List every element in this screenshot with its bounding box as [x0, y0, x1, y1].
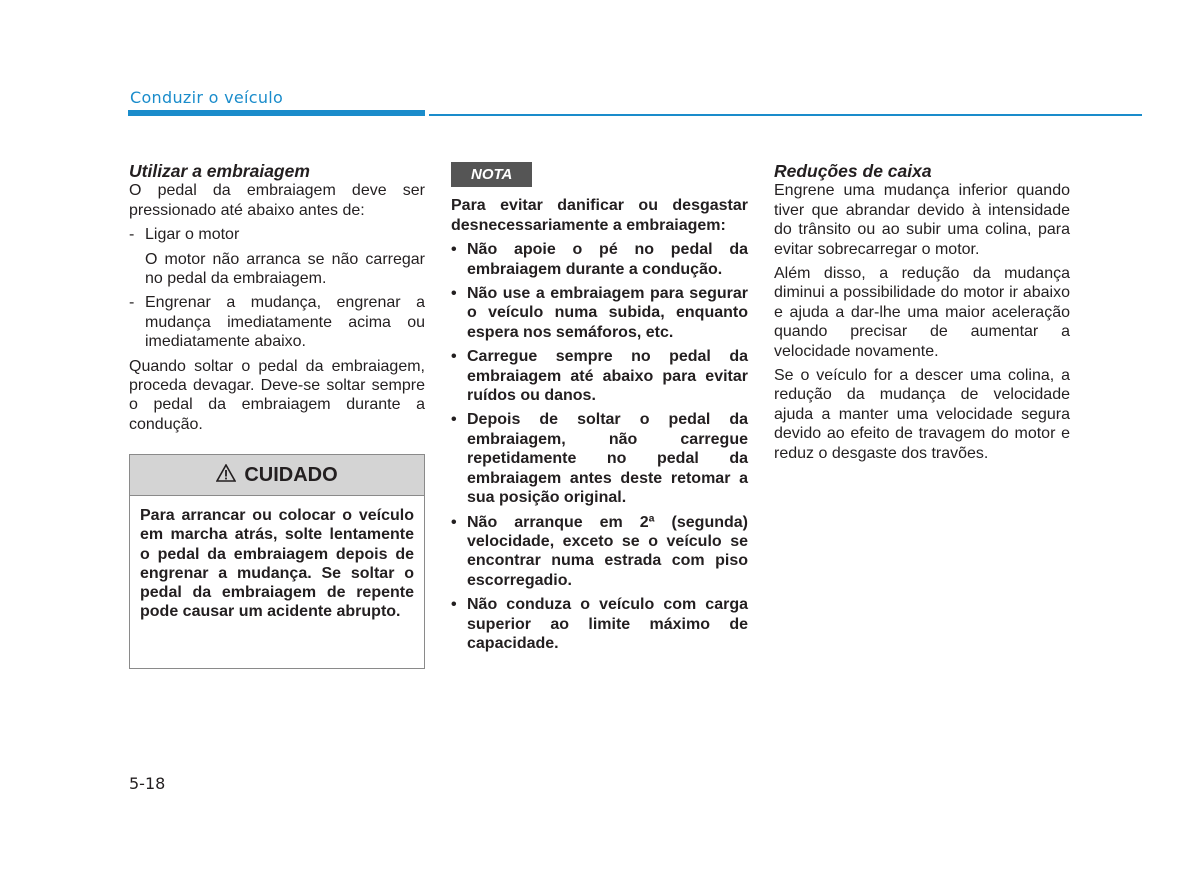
downshift-paragraph-2: Além disso, a redução da mudança diminui a possibilidade do motor ir abaixo e ajuda a dar-lhe uma maior aceleração quando precisar de aumentar a velocidade novamente.: [774, 265, 1070, 360]
bullet-marker: •: [451, 513, 457, 531]
middle-column: [451, 162, 748, 653]
bullet-marker: •: [451, 241, 457, 259]
bullet-marker: •: [451, 411, 457, 429]
bullet-marker: •: [451, 285, 457, 303]
list-item-subtext: O motor não arranca se não carregar no pedal da embraiagem.: [145, 250, 425, 288]
list-item: [129, 293, 425, 351]
list-item: [451, 240, 748, 279]
dash-marker: -: [129, 294, 135, 312]
section-title-clutch: Utilizar a embraiagem: [129, 161, 310, 181]
nota-badge: NOTA: [451, 162, 532, 187]
bullet-text: Não arranque em 2ª (segunda) velocidade, exceto se o veículo se encontrar numa estrada com piso escorregadio.: [467, 513, 748, 589]
caution-text: Para arrancar ou colocar o veículo em marcha atrás, solte lentamente o pedal da embraiagem depois de engrenar a mudança. Se soltar o pedal da embraiagem de repente pode causar um acidente abrupto.: [140, 507, 414, 621]
caution-box: [129, 454, 425, 669]
dash-marker: -: [129, 226, 135, 244]
caution-label: CUIDADO: [244, 463, 338, 486]
bullet-text: Não conduza o veículo com carga superior ao limite máximo de capacidade.: [467, 596, 748, 652]
list-item: [451, 284, 748, 342]
header-rule-thin: [429, 114, 1142, 116]
bullet-text: Não apoie o pé no pedal da embraiagem durante a condução.: [467, 241, 748, 278]
warning-triangle-icon: [216, 464, 236, 487]
caution-header: [130, 455, 424, 496]
list-item: [451, 410, 748, 507]
list-item-text: Engrenar a mudança, engrenar a mudança imediatamente acima ou imediatamente abaixo.: [145, 294, 425, 351]
downshift-paragraph-1: Engrene uma mudança inferior quando tiver que abrandar devido à intensidade do trânsito ou ao subir uma colina, para evitar sobrecarregar o motor.: [774, 182, 1070, 258]
left-column: [129, 162, 425, 434]
bullet-text: Depois de soltar o pedal da embraiagem, não carregue repetidamente no pedal da embraiagem antes deste retomar a sua posição original.: [467, 411, 748, 507]
list-item: [451, 513, 748, 591]
list-item: [129, 225, 425, 244]
list-item: [451, 347, 748, 405]
section-header: Conduzir o veículo: [130, 88, 284, 107]
nota-intro: Para evitar danificar ou desgastar desnecessariamente a embraiagem:: [451, 197, 748, 234]
clutch-outro: Quando soltar o pedal da embraiagem, proceda devagar. Deve-se soltar sempre o pedal da embraiagem durante a condução.: [129, 357, 425, 433]
clutch-intro: O pedal da embraiagem deve ser pressionado até abaixo antes de:: [129, 182, 425, 219]
right-column: [774, 162, 1070, 463]
bullet-text: Não use a embraiagem para segurar o veículo numa subida, enquanto espera nos semáforos, etc.: [467, 285, 748, 341]
page-number: 5-18: [129, 774, 166, 793]
header-rule-thick: [128, 110, 425, 116]
section-title-downshift: Reduções de caixa: [774, 161, 932, 181]
list-item-text: Ligar o motor: [145, 226, 240, 244]
bullet-text: Carregue sempre no pedal da embraiagem até abaixo para evitar ruídos ou danos.: [467, 348, 748, 405]
list-item: [451, 595, 748, 653]
downshift-paragraph-3: Se o veículo for a descer uma colina, a redução da mudança de velocidade ajuda a manter uma velocidade segura devido ao efeito de travagem do motor e reduz o desgaste dos travões.: [774, 367, 1070, 462]
bullet-marker: •: [451, 348, 457, 366]
bullet-marker: •: [451, 596, 457, 614]
